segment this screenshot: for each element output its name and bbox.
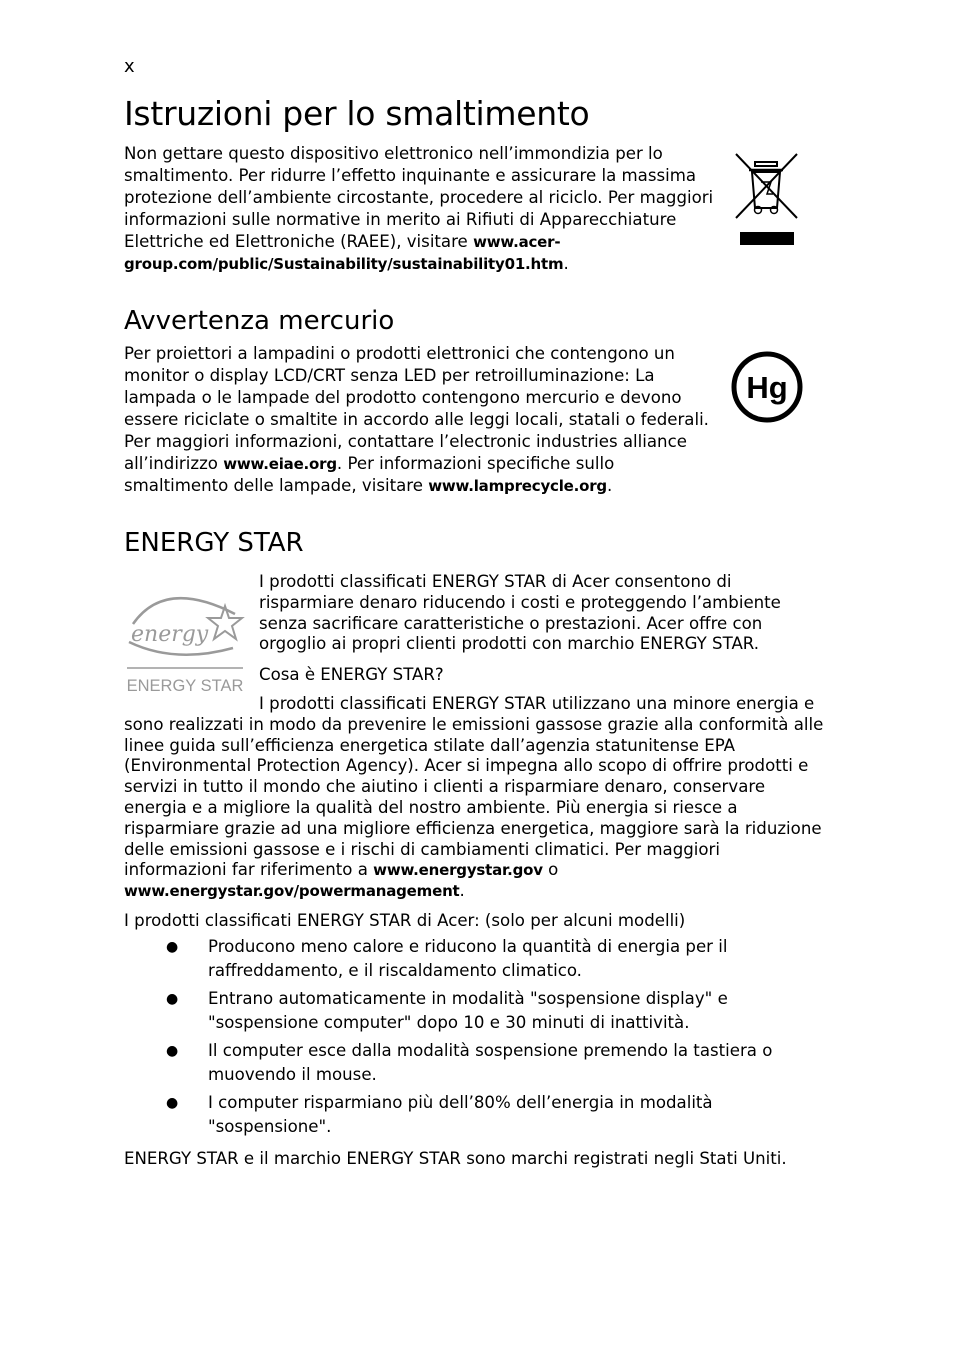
- disposal-text: [124, 143, 714, 275]
- energy-star-logo: [125, 584, 245, 696]
- list-item-text: I computer risparmiano più dell’80% dell’energia in modalità "sospensione".: [208, 1093, 713, 1136]
- energy-script: energy: [131, 622, 209, 647]
- disposal-link[interactable]: www.acer-group.com/public/Sustainability/sustainability01.htm: [124, 233, 564, 273]
- energystar-link-suffix: .: [459, 881, 465, 901]
- disposal-title: Istruzioni per lo smaltimento: [124, 94, 590, 133]
- hg-symbol: Hg: [746, 370, 788, 405]
- energystar-link-sep: o: [542, 860, 559, 880]
- disposal-link-suffix: .: [563, 254, 569, 273]
- list-item-text: Entrano automaticamente in modalità "sospensione display" e "sospensione computer" dopo 10 e 30 minuti di inattività.: [208, 989, 728, 1032]
- energystar-link[interactable]: www.energystar.gov: [373, 861, 543, 880]
- energy-answer: [124, 694, 824, 902]
- energy-intro: I prodotti classificati ENERGY STAR di Acer consentono di risparmiare denaro riducendo i costi e proteggendo l’ambiente senza sacrificare caratteristiche o prestazioni. Acer offre con orgoglio ai propri clienti prodotti con marchio ENERGY STAR.: [259, 572, 781, 654]
- mercury-body-3: .: [606, 476, 613, 495]
- powermanagement-link[interactable]: www.energystar.gov/powermanagement: [124, 882, 460, 901]
- weee-bin-icon: [733, 152, 801, 248]
- mercury-title: Avvertenza mercurio: [124, 306, 395, 336]
- mercury-body-2: . Per informazioni specifiche sullo smaltimento delle lampade, visitare: [124, 454, 615, 495]
- energy-list-intro: I prodotti classificati ENERGY STAR di Acer: (solo per alcuni modelli): [124, 911, 686, 930]
- logo-caption: ENERGY STAR: [126, 677, 244, 695]
- disposal-body: Non gettare questo dispositivo elettronico nell’immondizia per lo smaltimento. Per ridurre l’effetto inquinante e assicurare la massima protezione dell’ambiente circostante, procedere al riciclo. Per maggiori informazioni sulle normative in merito ai Rifiuti di Apparecchiature Elettriche ed Elettroniche (RAEE), visitare: [124, 144, 714, 251]
- bullet-icon: ●: [166, 1043, 179, 1059]
- energy-question: Cosa è ENERGY STAR?: [259, 665, 444, 684]
- mercury-body-1: Per proiettori a lampadini o prodotti elettronici che contengono un monitor o display LCD/CRT senza LED per retroilluminazione: La lampada o le lampade del prodotto contengono mercurio e devono essere riciclate o smaltite in accordo alle leggi locali, statali o federali. Per maggiori informazioni, contattare l’electronic industries alliance all’indirizzo: [124, 344, 709, 473]
- list-item-text: Producono meno calore e riducono la quantità di energia per il raffreddamento, e il riscaldamento climatico.: [208, 937, 728, 980]
- eiae-link[interactable]: www.eiae.org: [223, 455, 337, 473]
- energy-trademark: ENERGY STAR e il marchio ENERGY STAR sono marchi registrati negli Stati Uniti.: [124, 1149, 787, 1168]
- list-item-text: Il computer esce dalla modalità sospensione premendo la tastiera o muovendo il mouse.: [208, 1041, 773, 1084]
- lamprecycle-link[interactable]: www.lamprecycle.org: [428, 477, 607, 495]
- bullet-icon: ●: [166, 939, 179, 955]
- page-number: x: [124, 56, 135, 77]
- bullet-icon: ●: [166, 1095, 179, 1111]
- mercury-text: [124, 343, 716, 497]
- energy-answer-body: I prodotti classificati ENERGY STAR utilizzano una minore energia e sono realizzati in modo da prevenire le emissioni gassose grazie alla conformità alle linee guida sull’efficienza energetica stilate dall’agenzia statunitense EPA (Environmental Protection Agency). Acer si impegna allo scopo di offrire prodotti e servizi in tutto il mondo che aiutino i clienti a risparmiare denaro, conservare energia e a migliore la qualità del nostro ambiente. Più energia si riesce a risparmiare grazie ad una migliore efficienza energetica, maggiore sarà la riduzione delle emissioni gassose e i rischi di cambiamenti climatici. Per maggiori informazioni far riferimento a: [124, 694, 824, 880]
- energy-star-title: ENERGY STAR: [124, 528, 304, 558]
- mercury-hg-icon: [730, 350, 804, 424]
- bullet-icon: ●: [166, 991, 179, 1007]
